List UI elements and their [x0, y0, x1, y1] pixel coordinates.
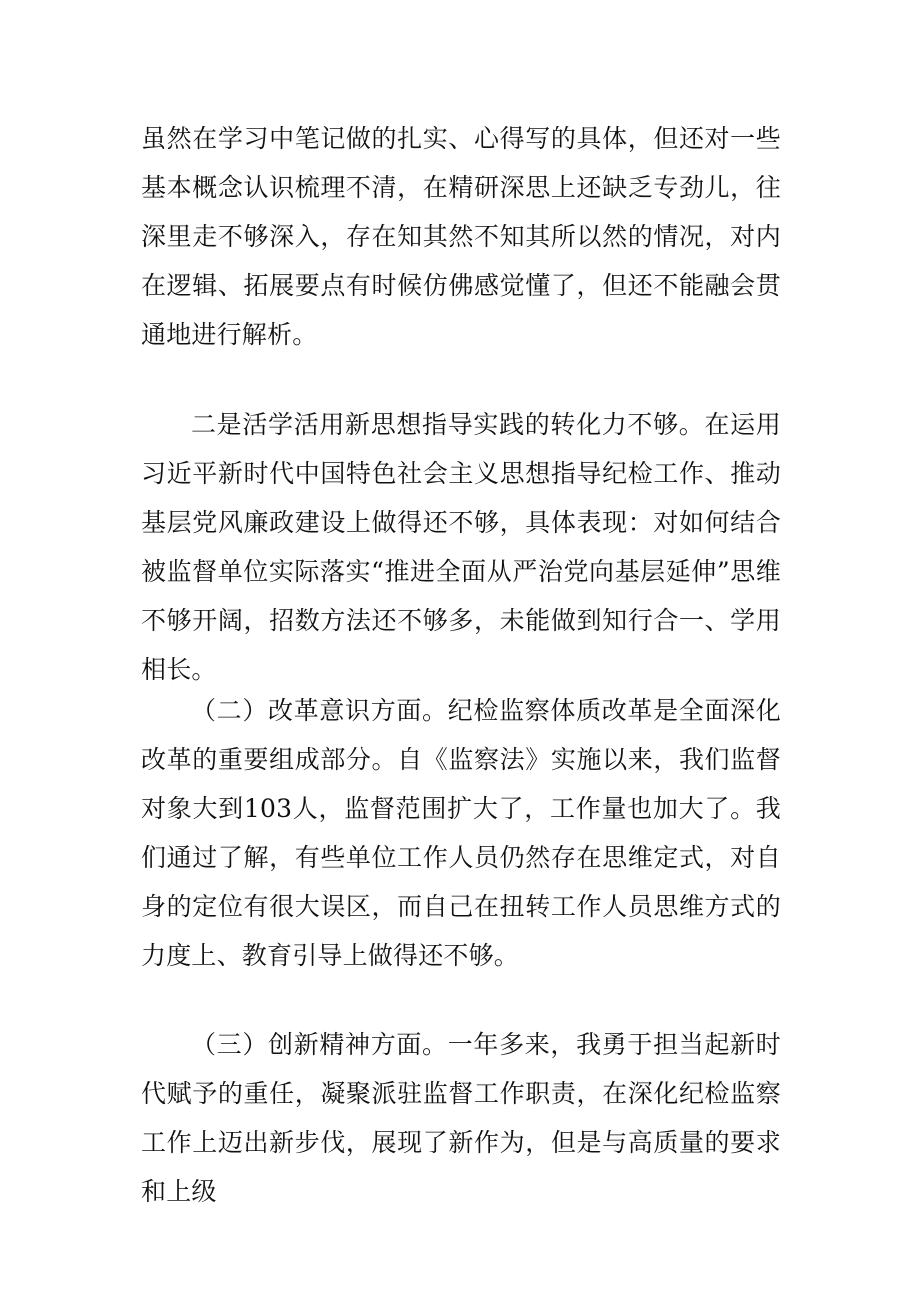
- paragraph-reform-awareness: （二）改革意识方面。纪检监察体质改革是全面深化改革的重要组成部分。自《监察法》实施以来，我们监督对象大到103人，监督范围扩大了，工作量也加大了。我们通过了解，有些单位工作人员仍然存在思维定式，对自身的定位有很大误区，而自己在扭转工作人员思维方式的力度上、教育引导上做得还不够。: [141, 696, 781, 970]
- paragraph-study-depth: 虽然在学习中笔记做的扎实、心得写的具体，但还对一些基本概念认识梳理不清，在精研深思上还缺乏专劲儿，往深里走不够深入，存在知其然不知其所以然的情况，对内在逻辑、拓展要点有时候仿佛感觉懂了，但还不能融会贯通地进行解析。: [141, 124, 781, 349]
- paragraph-innovation-spirit: （三）创新精神方面。一年多来，我勇于担当起新时代赋予的重任，凝聚派驻监督工作职责，在深化纪检监察工作上迈出新步伐，展现了新作为，但是与高质量的要求和上级: [141, 1030, 781, 1206]
- paragraph-practice-transformation: 二是活学活用新思想指导实践的转化力不够。在运用习近平新时代中国特色社会主义思想指导纪检工作、推动基层党风廉政建设上做得还不够，具体表现：对如何结合被监督单位实际落实“推进全面从严治党向基层延伸”思维不够开阔，招数方法还不够多，未能做到知行合一、学用相长。: [141, 410, 781, 684]
